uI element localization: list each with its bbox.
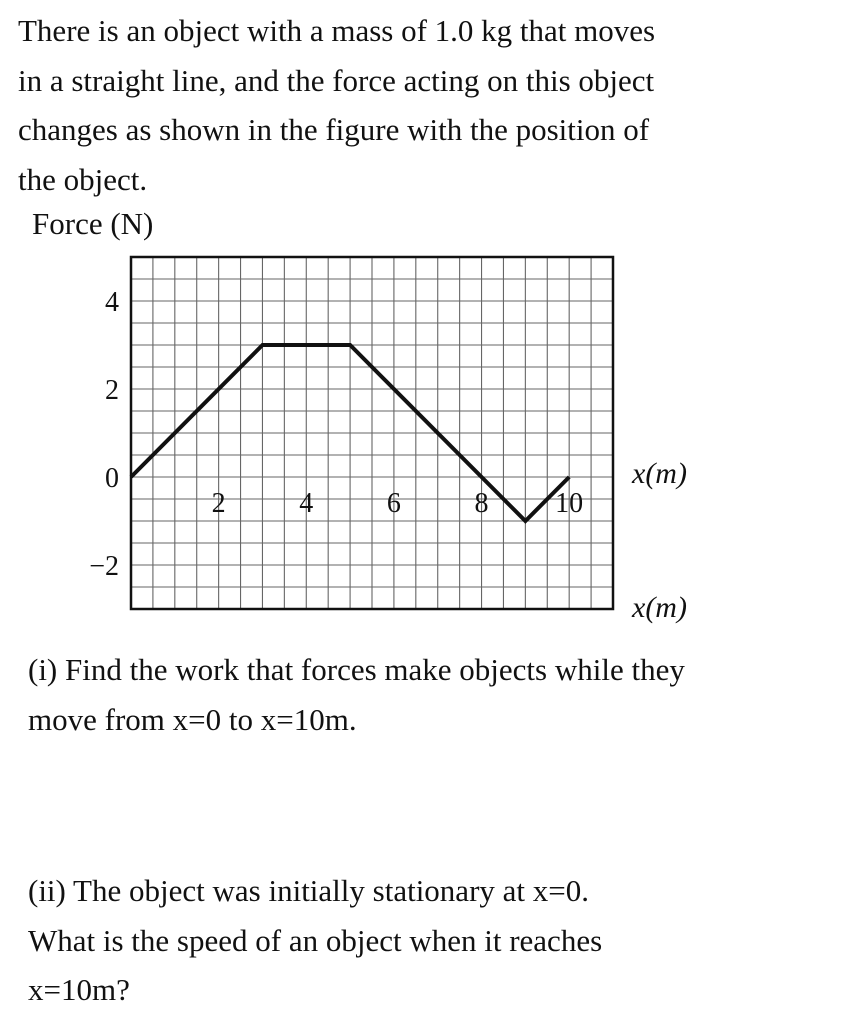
y-tick-label: 4 [105,287,119,318]
question-2 [28,866,602,1015]
x-tick-label: 2 [211,488,226,519]
chart-y-axis-label: Force (N) [32,206,154,241]
y-tick-label: −2 [89,551,119,582]
question-2-line: What is the speed of an object when it reaches [28,922,603,958]
x-tick-label: 6 [386,488,401,519]
x-tick-label: 4 [299,488,314,519]
y-tick-label: 0 [105,463,119,494]
x-tick-label: 8 [474,488,489,519]
chart-grid [131,257,613,609]
question-2-line: x=10m? [28,972,130,1007]
question-1 [28,645,685,744]
x-axis-label: x(m) [632,457,687,490]
x-tick-label: 10 [555,488,584,519]
x-axis-label-bottom: x(m) [632,591,687,624]
question-1-line: move from x=0 to x=10m. [28,701,357,737]
chart-tick-labels [89,287,583,582]
intro-line: changes as shown in the figure with the position of [18,112,650,147]
intro-line: the object. [18,161,148,197]
question-2-line: (ii) The object was initially stationary at x=0. [28,873,589,908]
intro-line: in a straight line, and the force acting on this object [18,62,655,98]
intro-line: There is an object with a mass of 1.0 kg that moves [18,13,656,48]
question-1-line: (i) Find the work that forces make objects while they [28,652,685,687]
y-tick-label: 2 [105,375,119,406]
